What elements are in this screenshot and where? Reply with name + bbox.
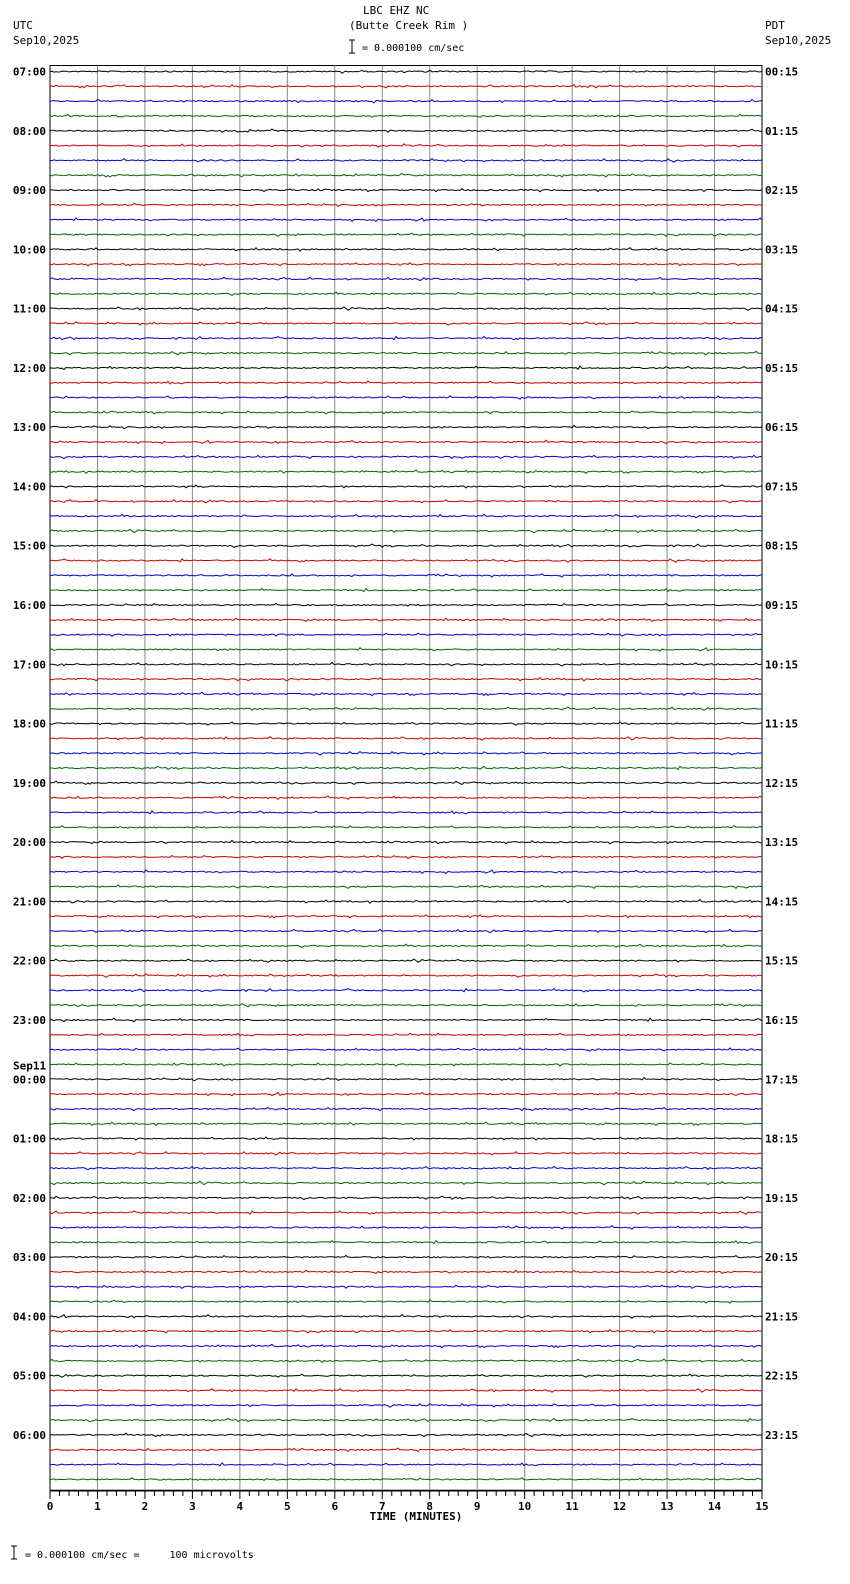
- trace-line: [50, 1211, 762, 1214]
- x-tick-label: 3: [189, 1500, 196, 1513]
- x-tick-label: 11: [565, 1500, 579, 1513]
- trace-line: [50, 277, 762, 280]
- pdt-hour-label: 07:15: [765, 480, 799, 494]
- trace-line: [50, 885, 762, 889]
- trace-line: [50, 218, 762, 222]
- trace-line: [50, 1166, 762, 1169]
- x-tick-label: 7: [378, 1500, 386, 1513]
- footer-scale-note: = 0.000100 cm/sec = 100 microvolts: [25, 1550, 254, 1561]
- pdt-date: Sep10,2025: [765, 34, 832, 47]
- utc-hour-label: 07:00: [12, 65, 46, 79]
- trace-line: [50, 85, 762, 88]
- pdt-hour-label: 09:15: [765, 599, 799, 613]
- x-tick-label: 1: [94, 1500, 101, 1513]
- utc-hour-label: 02:00: [12, 1191, 46, 1205]
- utc-hour-label: 22:00: [12, 954, 46, 968]
- trace-line: [50, 1092, 762, 1096]
- trace-line: [50, 1196, 762, 1199]
- day-change-label: Sep11: [13, 1059, 47, 1073]
- pdt-hour-label: 12:15: [765, 776, 799, 790]
- trace-line: [50, 1478, 762, 1481]
- pdt-hour-label: 06:15: [765, 421, 799, 435]
- trace-line: [50, 204, 762, 207]
- x-tick-label: 15: [755, 1500, 769, 1513]
- trace-line: [50, 1078, 762, 1081]
- utc-hour-label: 12:00: [12, 361, 46, 375]
- utc-hour-label: 01:00: [12, 1132, 46, 1146]
- trace-line: [50, 1033, 762, 1036]
- utc-hour-label: 00:00: [12, 1073, 46, 1087]
- trace-line: [50, 1448, 762, 1452]
- trace-line: [50, 159, 762, 163]
- pdt-hour-label: 19:15: [765, 1191, 799, 1205]
- trace-line: [50, 322, 762, 325]
- trace-line: [50, 1270, 762, 1273]
- pdt-hour-label: 02:15: [765, 184, 799, 198]
- pdt-hour-label: 14:15: [765, 895, 799, 909]
- trace-line: [50, 514, 762, 517]
- pdt-hour-label: 03:15: [765, 243, 799, 257]
- trace-line: [50, 900, 762, 904]
- utc-hour-label: 19:00: [12, 776, 46, 790]
- trace-line: [50, 129, 762, 132]
- pdt-hour-label: 18:15: [765, 1132, 799, 1146]
- pdt-hour-label: 22:15: [765, 1369, 799, 1383]
- trace-line: [50, 752, 762, 755]
- trace-line: [50, 351, 762, 355]
- trace-line: [50, 915, 762, 918]
- trace-line: [50, 1330, 762, 1333]
- trace-line: [50, 99, 762, 103]
- trace-line: [50, 455, 762, 458]
- utc-hour-label: 15:00: [12, 539, 46, 553]
- trace-line: [50, 944, 762, 947]
- trace-line: [50, 648, 762, 652]
- trace-line: [50, 425, 762, 428]
- pdt-hour-label: 21:15: [765, 1310, 799, 1324]
- trace-line: [50, 1004, 762, 1007]
- trace-line: [50, 1181, 762, 1185]
- trace-line: [50, 544, 762, 547]
- trace-line: [50, 1226, 762, 1230]
- pdt-hour-label: 23:15: [765, 1428, 799, 1442]
- trace-line: [50, 307, 762, 310]
- trace-line: [50, 440, 762, 444]
- trace-line: [50, 470, 762, 474]
- utc-hour-label: 16:00: [12, 599, 46, 613]
- trace-line: [50, 1404, 762, 1408]
- trace-line: [50, 1418, 762, 1421]
- utc-date: Sep10,2025: [13, 34, 80, 47]
- trace-line: [50, 1389, 762, 1393]
- x-tick-label: 14: [707, 1500, 722, 1513]
- utc-hour-label: 08:00: [12, 124, 46, 138]
- trace-line: [50, 796, 762, 800]
- trace-line: [50, 959, 762, 962]
- trace-line: [50, 1359, 762, 1362]
- trace-line: [50, 633, 762, 636]
- trace-line: [50, 500, 762, 503]
- trace-line: [50, 1152, 762, 1155]
- trace-line: [50, 929, 762, 932]
- trace-line: [50, 737, 762, 740]
- scale-text: = 0.000100 cm/sec: [362, 43, 465, 54]
- trace-line: [50, 1063, 762, 1066]
- trace-line: [50, 529, 762, 532]
- trace-line: [50, 485, 762, 488]
- trace-line: [50, 589, 762, 592]
- x-tick-label: 2: [141, 1500, 149, 1513]
- pdt-hour-label: 05:15: [765, 361, 799, 375]
- footer-scale-bar-icon: [10, 1545, 18, 1560]
- trace-line: [50, 114, 762, 117]
- utc-hour-label: 23:00: [12, 1013, 46, 1027]
- trace-line: [50, 144, 762, 147]
- x-tick-label: 8: [426, 1500, 434, 1513]
- pdt-hour-label: 20:15: [765, 1251, 799, 1265]
- utc-label: UTC: [13, 19, 33, 32]
- trace-line: [50, 603, 762, 606]
- trace-line: [50, 70, 762, 73]
- trace-line: [50, 1374, 762, 1377]
- pdt-hour-label: 17:15: [765, 1073, 799, 1087]
- trace-line: [50, 1300, 762, 1303]
- utc-hour-label: 03:00: [12, 1251, 46, 1265]
- utc-hour-label: 11:00: [12, 302, 46, 316]
- trace-line: [50, 381, 762, 384]
- trace-line: [50, 1137, 762, 1140]
- trace-line: [50, 707, 762, 710]
- trace-line: [50, 337, 762, 340]
- station-title: LBC EHZ NC: [363, 4, 430, 17]
- trace-line: [50, 411, 762, 414]
- trace-line: [50, 1048, 762, 1051]
- utc-hour-label: 05:00: [12, 1369, 46, 1383]
- pdt-hour-label: 04:15: [765, 302, 799, 316]
- trace-line: [50, 781, 762, 785]
- x-tick-label: 4: [236, 1500, 244, 1513]
- trace-line: [50, 366, 762, 369]
- utc-hour-label: 09:00: [12, 184, 46, 198]
- trace-line: [50, 1463, 762, 1466]
- utc-hour-label: 06:00: [12, 1428, 46, 1442]
- trace-line: [50, 1241, 762, 1244]
- trace-line: [50, 233, 762, 236]
- trace-line: [50, 1315, 762, 1319]
- trace-line: [50, 1433, 762, 1436]
- trace-line: [50, 989, 762, 992]
- trace-line: [50, 174, 762, 178]
- pdt-hour-label: 08:15: [765, 539, 799, 553]
- trace-line: [50, 396, 762, 399]
- trace-line: [50, 811, 762, 814]
- station-location: (Butte Creek Rim ): [349, 19, 469, 32]
- x-tick-label: 6: [331, 1500, 339, 1513]
- trace-line: [50, 248, 762, 252]
- utc-hour-label: 21:00: [12, 895, 46, 909]
- trace-line: [50, 559, 762, 563]
- x-tick-label: 0: [46, 1500, 54, 1513]
- trace-line: [50, 841, 762, 844]
- x-tick-label: 12: [612, 1500, 627, 1513]
- utc-hour-label: 04:00: [12, 1310, 46, 1324]
- trace-line: [50, 1285, 762, 1288]
- pdt-hour-label: 10:15: [765, 658, 799, 672]
- pdt-hour-label: 13:15: [765, 836, 799, 850]
- pdt-hour-label: 11:15: [765, 717, 799, 731]
- trace-line: [50, 1018, 762, 1022]
- utc-hour-label: 13:00: [12, 421, 46, 435]
- utc-hour-label: 18:00: [12, 717, 46, 731]
- x-tick-label: 10: [518, 1500, 532, 1513]
- pdt-label: PDT: [765, 19, 785, 32]
- trace-line: [50, 618, 762, 621]
- pdt-hour-label: 16:15: [765, 1013, 799, 1027]
- utc-hour-label: 20:00: [12, 836, 46, 850]
- trace-line: [50, 856, 762, 859]
- pdt-hour-label: 00:15: [765, 65, 799, 79]
- pdt-hour-label: 15:15: [765, 954, 799, 968]
- utc-hour-label: 10:00: [12, 243, 46, 257]
- x-axis-label: TIME (MINUTES): [369, 1510, 463, 1523]
- trace-line: [50, 263, 762, 266]
- trace-line: [50, 826, 762, 829]
- trace-line: [50, 1122, 762, 1126]
- x-tick-label: 13: [660, 1500, 674, 1513]
- trace-line: [50, 663, 762, 667]
- trace-line: [50, 974, 762, 977]
- trace-line: [50, 1108, 762, 1111]
- utc-hour-label: 17:00: [12, 658, 46, 672]
- trace-line: [50, 1256, 762, 1259]
- trace-line: [50, 574, 762, 578]
- x-tick-label: 5: [284, 1500, 291, 1513]
- trace-line: [50, 870, 762, 874]
- trace-line: [50, 1344, 762, 1348]
- utc-hour-label: 14:00: [12, 480, 46, 494]
- trace-line: [50, 189, 762, 192]
- trace-line: [50, 722, 762, 725]
- pdt-hour-label: 01:15: [765, 124, 799, 138]
- trace-line: [50, 766, 762, 769]
- trace-line: [50, 678, 762, 681]
- trace-line: [50, 292, 762, 295]
- trace-line: [50, 692, 762, 696]
- x-tick-label: 9: [473, 1500, 481, 1513]
